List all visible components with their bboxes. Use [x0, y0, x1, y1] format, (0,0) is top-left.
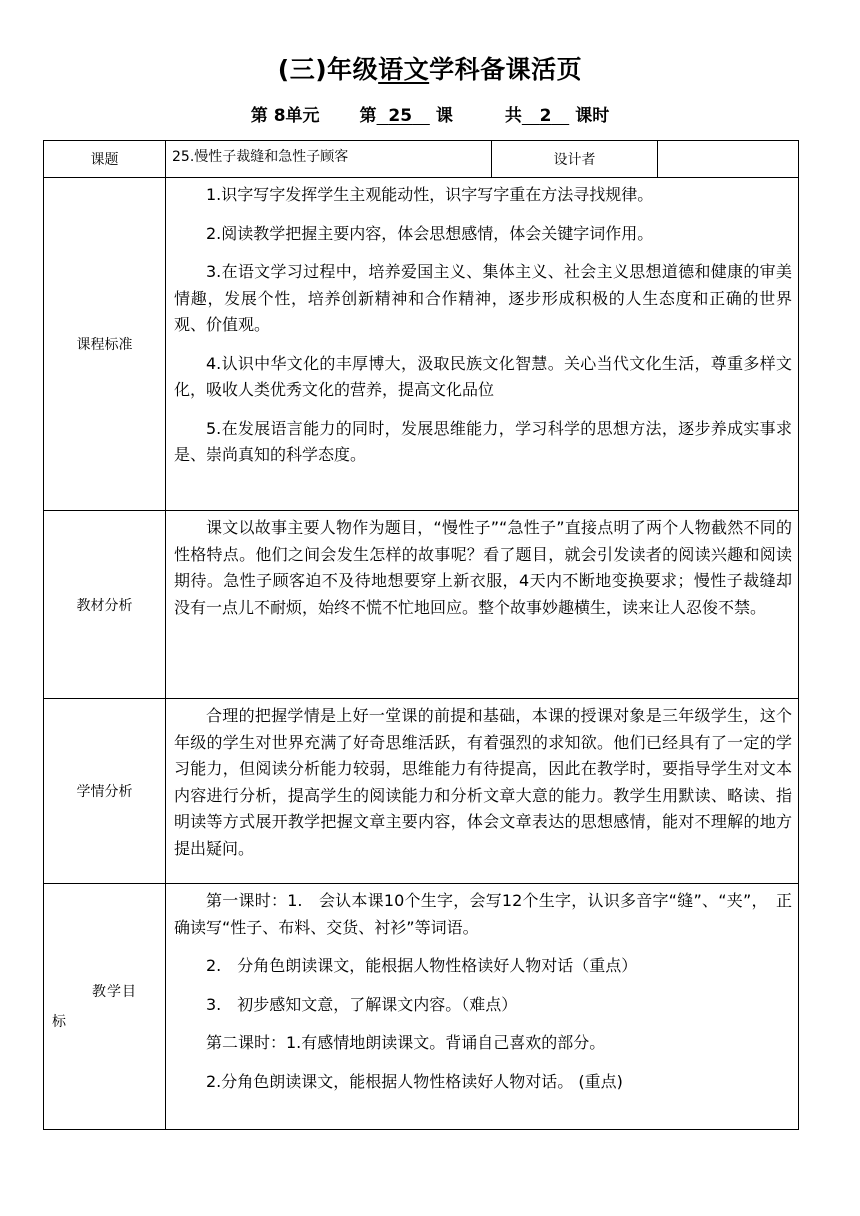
- total-prefix: 共: [504, 106, 522, 126]
- topic-value: 25.慢性子裁缝和急性子顾客: [166, 141, 492, 178]
- standard-item: 1.识字写字发挥学生主观能动性，识字写字重在方法寻找规律。: [206, 185, 654, 204]
- lesson-prefix: 第: [359, 106, 377, 126]
- standards-row: [44, 178, 799, 511]
- learners-content: [166, 699, 799, 884]
- goal-item: 第二课时：1.有感情地朗读课文。背诵自己喜欢的部分。: [206, 1033, 606, 1052]
- learners-text: 合理的把握学情是上好一堂课的前提和基础，本课的授课对象是三年级学生，这个年级的学生对世界充满了好奇思维活跃，有着强烈的求知欲。他们已经具有了一定的学习能力，但阅读分析能力较弱，思维能力有待提高，因此在教学时，要指导学生对文本内容进行分析，提高学生的阅读能力和分析文章大意的能力。教学生用默读、略读、指明读等方式展开教学把握文章主要内容，体会文章表达的思想感情，能对不理解的地方提出疑问。: [174, 706, 792, 858]
- goals-label-line2: 标: [52, 1013, 67, 1030]
- total-suffix: 课时: [575, 106, 610, 126]
- topic-label: 课题: [44, 141, 166, 178]
- page-title: [0, 50, 860, 86]
- goal-item: 3. 初步感知文意，了解课文内容。（难点）: [206, 994, 518, 1014]
- total-number: 2: [539, 106, 552, 126]
- goal-item: 2.分角色朗读课文，能根据人物性格读好人物对话。 (重点): [206, 1071, 623, 1091]
- goal-item: 2. 分角色朗读课文，能根据人物性格读好人物对话（重点）: [206, 956, 638, 975]
- lesson-plan-table: [43, 140, 799, 1130]
- material-label: 教材分析: [44, 511, 166, 699]
- lesson-info-line: [0, 101, 860, 126]
- goals-row: [44, 884, 799, 1130]
- title-grade: (三)年级: [277, 55, 379, 84]
- standards-content: [166, 178, 799, 511]
- designer-value: [658, 141, 799, 178]
- goal-item: 第一课时：1. 会认本课10个生字，会写12个生字，认识多音字“缝”、“夹”， 正确读写“性子、布料、交货、衬衫”等词语。: [174, 891, 792, 937]
- standards-label: 课程标准: [44, 178, 166, 511]
- designer-label: 设计者: [492, 141, 658, 178]
- material-row: [44, 511, 799, 699]
- lesson-suffix: 课: [435, 106, 453, 126]
- standard-item: 3.在语文学习过程中，培养爱国主义、集体主义、社会主义思想道德和健康的审美情趣，发展个性，培养创新精神和合作精神，逐步形成积极的人生态度和正确的世界观、价值观。: [174, 262, 792, 334]
- lesson-number: 25: [388, 106, 413, 126]
- unit-text: 第 8单元: [250, 106, 320, 126]
- standard-item: 2.阅读教学把握主要内容，体会思想感情，体会关键字词作用。: [206, 223, 654, 243]
- standard-item: 4.认识中华文化的丰厚博大，汲取民族文化智慧。关心当代文化生活，尊重多样文化，吸收人类优秀文化的营养，提高文化品位: [174, 353, 792, 399]
- standard-item: 5.在发展语言能力的同时，发展思维能力，学习科学的思想方法，逐步养成实事求是、崇尚真知的科学态度。: [174, 418, 792, 464]
- info-row: [44, 141, 799, 178]
- learners-label: 学情分析: [44, 699, 166, 884]
- title-suffix: 学科备课活页: [429, 55, 583, 84]
- material-content: [166, 511, 799, 699]
- title-subject: 语文: [378, 55, 430, 84]
- goals-content: [166, 884, 799, 1130]
- goals-label: [44, 884, 166, 1130]
- material-text: 课文以故事主要人物作为题目，“慢性子”“急性子”直接点明了两个人物截然不同的性格特点。他们之间会发生怎样的故事呢？看了题目，就会引发读者的阅读兴趣和阅读期待。急性子顾客迫不及待地想要穿上新衣服，4天内不断地变换要求；慢性子裁缝却没有一点儿不耐烦，始终不慌不忙地回应。整个故事妙趣横生，读来让人忍俊不禁。: [174, 518, 792, 617]
- learners-row: [44, 699, 799, 884]
- goals-label-line1: 教学目: [92, 983, 137, 1000]
